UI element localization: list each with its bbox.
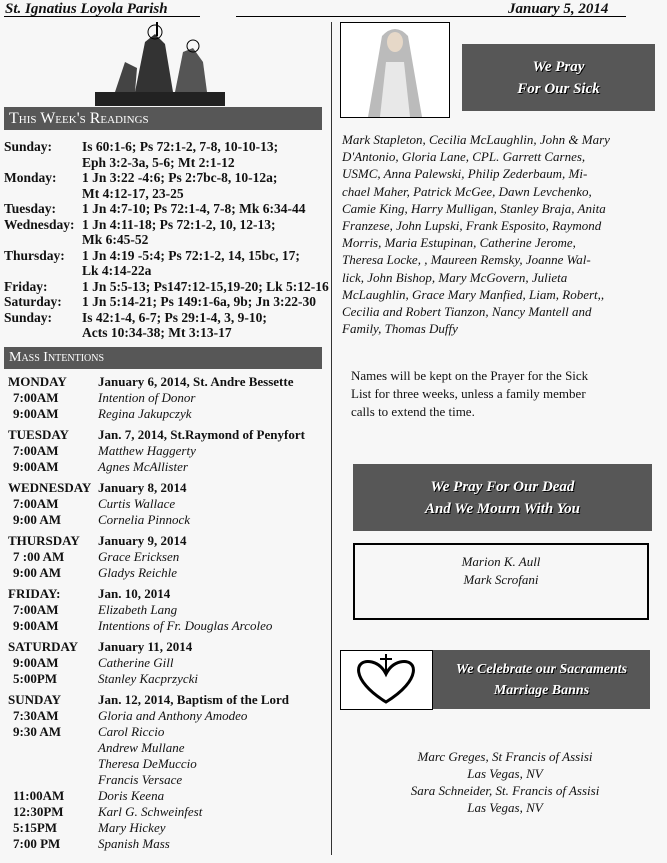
mass-time: [8, 772, 98, 788]
mass-intention: [8, 406, 328, 422]
sick-list-line: Camie King, Harry Mulligan, Stanley Braja, Anita: [342, 200, 606, 216]
mass-time: 12:30PM: [13, 804, 64, 819]
sick-list-line: McLaughlin, Grace Mary Manfied, Liam, Robert,,: [342, 286, 605, 302]
mass-intention: [8, 740, 328, 756]
mass-time: 7 :00 AM: [13, 549, 65, 564]
reading-citation: Acts 10:34-38; Mt 3:13-17: [82, 325, 232, 340]
mass-date: January 11, 2014: [98, 639, 193, 654]
mass-day-block: [8, 427, 328, 475]
intention-name: Mary Hickey: [98, 820, 166, 835]
mass-time: 9:00AM: [13, 459, 59, 474]
sick-list-line: USMC, Anna Palewski, Philip Zederbaum, Mi-: [342, 166, 588, 182]
deceased-name: Mark Scrofani: [463, 572, 539, 587]
reading-citation: Mt 4:12-17, 23-25: [82, 185, 184, 201]
reading-citation: 1 Jn 4:19 -5:4; Ps 72:1-2, 14, 15bc, 17;: [82, 247, 300, 263]
banns-line: Sara Schneider, St. Francis of Assisi: [410, 783, 600, 798]
reading-day: Sunday:: [4, 139, 53, 154]
mass-day-heading: [8, 533, 328, 549]
mass-time: 9:00AM: [13, 655, 59, 670]
mass-date: Jan. 7, 2014, St.Raymond of Penyfort: [98, 427, 305, 442]
mass-day: THURSDAY: [8, 533, 80, 548]
mass-intention: [8, 496, 328, 512]
mass-time: 9:00 AM: [13, 512, 62, 527]
mass-intention: [8, 459, 328, 475]
sick-list-line: Mark Stapleton, Cecilia McLaughlin, John & Mary: [342, 132, 610, 147]
reading-citation: 1 Jn 4:7-10; Ps 72:1-4, 7-8; Mk 6:34-44: [82, 201, 306, 216]
mass-time: 9:00 AM: [13, 565, 62, 580]
sick-list-line: Theresa Locke, , Maureen Remsky, Joanne Wal-: [342, 252, 591, 268]
reading-row: [4, 294, 329, 310]
banns-line: Las Vegas, NV: [467, 766, 543, 781]
column-divider: [331, 22, 332, 855]
notice-line: List for three weeks, unless a family member: [351, 386, 586, 401]
intention-name: Cornelia Pinnock: [98, 512, 191, 527]
reading-row: [4, 201, 329, 217]
reading-citation: Eph 3:2-3a, 5-6; Mt 2:1-12: [82, 154, 235, 170]
mass-day: SATURDAY: [8, 639, 79, 654]
mass-day-heading: [8, 586, 328, 602]
reading-row: [4, 232, 329, 248]
reading-citation: Is 42:1-4, 6-7; Ps 29:1-4, 3, 9-10;: [82, 309, 267, 325]
intention-name: Theresa DeMuccio: [98, 756, 197, 771]
mass-day-heading: [8, 427, 328, 443]
mass-intention: [8, 512, 328, 528]
sacraments-banner: [433, 650, 650, 709]
mass-time: [8, 740, 98, 756]
saints-illustration: [95, 22, 225, 106]
mass-day-block: [8, 374, 328, 422]
mass-day: FRIDAY:: [8, 586, 61, 601]
mass-time: 9:30 AM: [13, 724, 62, 739]
banner-line: We Celebrate our Sacraments: [455, 661, 628, 677]
mass-intention: [8, 804, 328, 820]
mass-day: TUESDAY: [8, 427, 69, 442]
reading-citation: 1 Jn 4:11-18; Ps 72:1-2, 10, 12-13;: [82, 216, 276, 232]
sick-list-line: Morris, Maria Estupinan, Catherine Jerome,: [342, 235, 576, 251]
intention-name: Francis Versace: [98, 772, 183, 787]
mass-day-block: [8, 586, 328, 634]
reading-row: [4, 248, 329, 264]
mass-time: 9:00AM: [13, 406, 59, 421]
parish-name: St. Ignatius Loyola Parish: [5, 1, 168, 17]
reading-day: Monday:: [4, 170, 57, 185]
notice-line: calls to extend the time.: [351, 404, 475, 419]
mass-day: MONDAY: [8, 374, 67, 389]
reading-day: [4, 232, 82, 248]
mass-day-heading: [8, 480, 328, 496]
notice-line: Names will be kept on the Prayer for the Sick: [351, 368, 589, 383]
reading-day: Wednesday:: [4, 216, 75, 232]
mass-date: January 8, 2014: [98, 480, 187, 495]
reading-citation: 1 Jn 5:5-13; Ps147:12-15,19-20; Lk 5:12-16: [82, 278, 329, 294]
reading-day: [4, 263, 82, 279]
intention-name: Gladys Reichle: [98, 565, 178, 580]
intention-name: Elizabeth Lang: [98, 602, 178, 617]
marriage-banns-names: [345, 748, 665, 816]
title-underline: [4, 16, 200, 17]
mass-intention: [8, 565, 328, 581]
mass-intention: [8, 443, 328, 459]
sick-list-line: Franzese, John Lupski, Frank Esposito, Raymond: [342, 218, 602, 234]
reading-day: [4, 325, 82, 341]
mass-intention: [8, 618, 328, 634]
sick-list-line: lick, John Bishop, Mary McGovern, Julieta: [342, 269, 568, 285]
reading-day: Thursday:: [4, 247, 65, 263]
banner-line: For Our Sick: [517, 80, 600, 97]
reading-citation: Is 60:1-6; Ps 72:1-2, 7-8, 10-10-13;: [82, 139, 279, 154]
mass-day: SUNDAY: [8, 692, 61, 707]
intention-name: Catherine Gill: [98, 655, 174, 670]
mass-intention: [8, 836, 328, 852]
reading-row: [4, 186, 329, 202]
mass-time: 9:00AM: [13, 618, 59, 633]
sick-list: [342, 131, 654, 337]
intention-name: Gloria and Anthony Amodeo: [98, 708, 248, 723]
mass-day-block: [8, 480, 328, 528]
intention-name: Agnes McAllister: [98, 459, 188, 474]
mass-time: 11:00AM: [13, 788, 65, 803]
mass-time: 7:00AM: [13, 390, 59, 405]
sick-list-line: D'Antonio, Gloria Lane, CPL. Garrett Carnes,: [342, 149, 586, 165]
intention-name: Grace Ericksen: [98, 549, 180, 564]
intention-name: Doris Keena: [98, 788, 165, 803]
reading-row: [4, 325, 329, 341]
mass-day-heading: [8, 692, 328, 708]
banner-line: Marriage Banns: [493, 682, 590, 698]
bulletin-date: January 5, 2014: [508, 1, 609, 17]
mass-time: 7:00AM: [13, 602, 59, 617]
mass-intention: [8, 788, 328, 804]
intention-name: Carol Riccio: [98, 724, 165, 739]
mass-time: 7:30AM: [13, 708, 59, 723]
intention-name: Intention of Donor: [98, 390, 196, 405]
intention-name: Curtis Wallace: [98, 496, 176, 511]
intention-name: Matthew Haggerty: [98, 443, 196, 458]
reading-citation: Mk 6:45-52: [82, 232, 149, 247]
pray-for-dead-banner: [353, 464, 652, 531]
mass-day-block: [8, 639, 328, 687]
intention-name: Karl G. Schweinfest: [98, 804, 203, 819]
mass-time: [8, 756, 98, 772]
mass-day-heading: [8, 374, 328, 390]
readings-list: [4, 139, 329, 341]
mass-time: 5:00PM: [13, 671, 58, 686]
pray-for-sick-banner: [462, 44, 655, 111]
mass-intention: [8, 549, 328, 565]
deceased-names: [353, 543, 649, 620]
mass-intentions-header: Mass Intentions: [4, 347, 322, 369]
banner-line: We Pray For Our Dead: [430, 478, 575, 495]
reading-row: [4, 310, 329, 326]
virgin-mary-image: [340, 22, 450, 118]
intention-name: Spanish Mass: [98, 836, 170, 851]
reading-day: [4, 155, 82, 171]
reading-day: [4, 186, 82, 202]
mass-date: January 6, 2014, St. Andre Bessette: [98, 374, 294, 389]
mass-intentions-list: [8, 374, 328, 857]
mass-day: WEDNESDAY: [8, 480, 92, 495]
mass-day-block: [8, 533, 328, 581]
mass-day-heading: [8, 639, 328, 655]
banns-line: Marc Greges, St Francis of Assisi: [417, 749, 593, 764]
mass-intention: [8, 390, 328, 406]
intention-name: Regina Jakupczyk: [98, 406, 192, 421]
reading-day: Friday:: [4, 278, 48, 294]
reading-day: Saturday:: [4, 294, 62, 309]
mass-intention: [8, 756, 328, 772]
mass-date: January 9, 2014: [98, 533, 187, 548]
mass-time: 5:15PM: [13, 820, 58, 835]
intention-name: Intentions of Fr. Douglas Arcoleo: [98, 618, 273, 633]
sick-list-line: Cecilia and Robert Tianzon, Nancy Mantell and: [342, 304, 592, 320]
banner-line: We Pray: [532, 58, 585, 75]
reading-day: Sunday:: [4, 309, 53, 325]
reading-row: [4, 217, 329, 233]
sick-list-line: Family, Thomas Duffy: [342, 321, 458, 337]
mass-time: 7:00 PM: [13, 836, 61, 851]
mass-intention: [8, 708, 328, 724]
reading-row: [4, 279, 329, 295]
reading-row: [4, 263, 329, 279]
mass-intention: [8, 724, 328, 740]
reading-row: [4, 139, 329, 155]
mass-date: Jan. 12, 2014, Baptism of the Lord: [98, 692, 290, 707]
reading-day: Tuesday:: [4, 201, 57, 216]
mass-intention: [8, 820, 328, 836]
reading-row: [4, 170, 329, 186]
intention-name: Stanley Kacprzycki: [98, 671, 198, 686]
reading-citation: 1 Jn 3:22 -4:6; Ps 2:7bc-8, 10-12a;: [82, 170, 278, 185]
intention-name: Andrew Mullane: [98, 740, 185, 755]
deceased-name: Marion K. Aull: [461, 554, 541, 569]
banner-line: And We Mourn With You: [424, 500, 581, 517]
mass-intention: [8, 671, 328, 687]
mass-intention: [8, 655, 328, 671]
reading-citation: Lk 4:14-22a: [82, 263, 152, 278]
sick-list-line: chael Maher, Patrick McGee, Dawn Levchenko,: [342, 183, 592, 199]
mass-date: Jan. 10, 2014: [98, 586, 171, 601]
readings-header: This Week's Readings: [4, 107, 322, 130]
hearts-cross-icon: [340, 650, 433, 710]
mass-intention: [8, 772, 328, 788]
reading-row: [4, 155, 329, 171]
mass-intention: [8, 602, 328, 618]
sick-list-notice: [351, 367, 588, 421]
reading-citation: 1 Jn 5:14-21; Ps 149:1-6a, 9b; Jn 3:22-30: [82, 294, 316, 309]
mass-time: 7:00AM: [13, 496, 59, 511]
banns-line: Las Vegas, NV: [467, 800, 543, 815]
mass-day-block: [8, 692, 328, 852]
mass-time: 7:00AM: [13, 443, 59, 458]
